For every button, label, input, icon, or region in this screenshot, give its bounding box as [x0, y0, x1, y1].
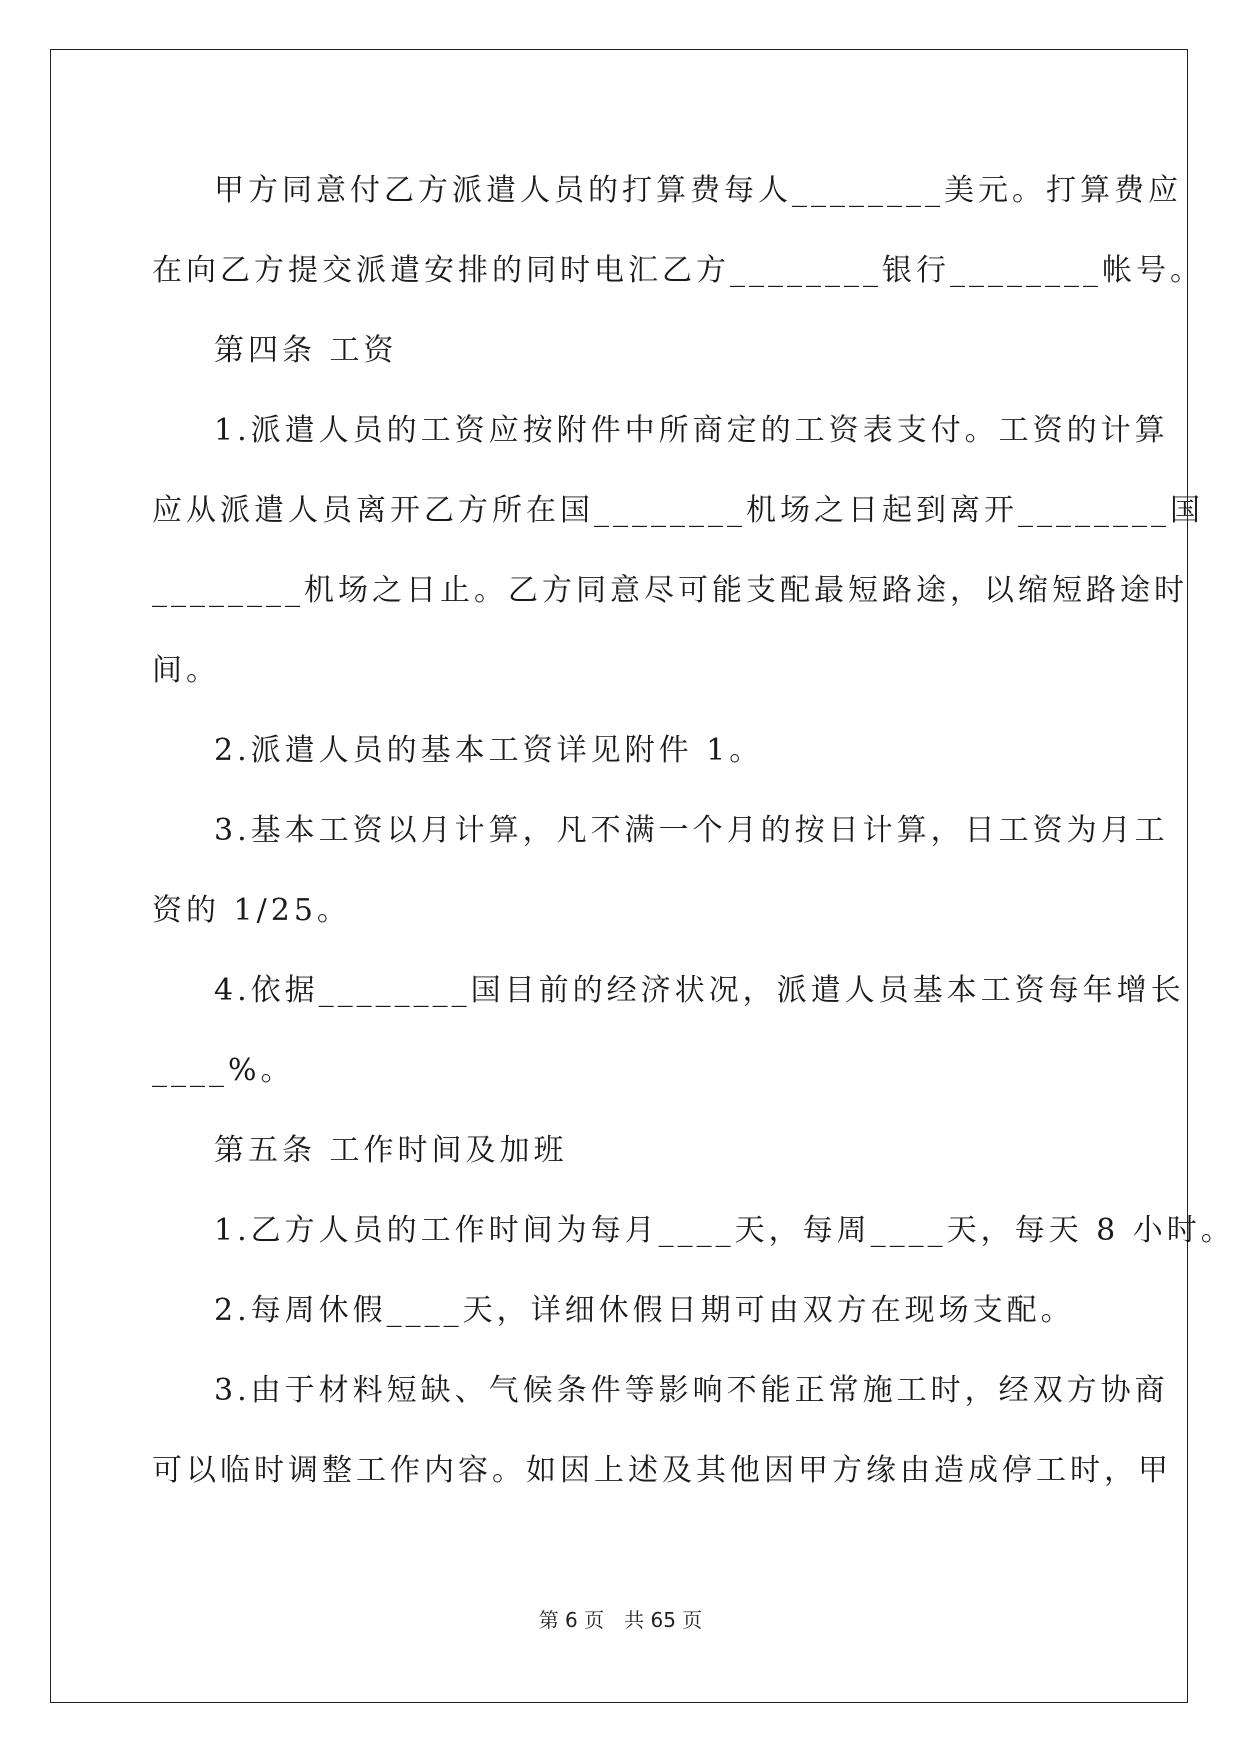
text-line: 3.基本工资以月计算，凡不满一个月的按日计算，日工资为月工: [214, 813, 1169, 848]
text-line: 1.乙方人员的工作时间为每月____天，每周____天，每天 8 小时。: [214, 1213, 1235, 1248]
text-line: ____%。: [152, 1053, 295, 1088]
text-line: 应从派遣人员离开乙方所在国________机场之日起到离开________国: [152, 493, 1204, 528]
document-body: [152, 158, 1235, 1518]
text-line: 4.依据________国目前的经济状况，派遣人员基本工资每年增长: [214, 973, 1185, 1008]
text-line: 3.由于材料短缺、气候条件等影响不能正常施工时，经双方协商: [214, 1373, 1169, 1408]
text-line: ________机场之日止。乙方同意尽可能支配最短路途，以缩短路途时: [152, 573, 1188, 608]
section-heading: 第五条 工作时间及加班: [214, 1133, 568, 1168]
section-heading: 第四条 工资: [214, 333, 398, 368]
text-line: 可以临时调整工作内容。如因上述及其他因甲方缘由造成停工时，甲: [152, 1453, 1172, 1488]
text-line: 在向乙方提交派遣安排的同时电汇乙方________银行________帐号。: [152, 253, 1204, 288]
text-line: 2.每周休假____天，详细休假日期可由双方在现场支配。: [214, 1293, 1075, 1328]
text-line: 甲方同意付乙方派遣人员的打算费每人________美元。打算费应: [214, 173, 1182, 208]
page-footer: [0, 1604, 1241, 1633]
text-line: 1.派遣人员的工资应按附件中所商定的工资表支付。工资的计算: [214, 413, 1169, 448]
text-line: 间。: [152, 653, 220, 688]
page-number: 第 6 页 共 65 页: [538, 1608, 703, 1632]
text-line: 资的 1/25。: [152, 893, 351, 928]
text-line: 2.派遣人员的基本工资详见附件 1。: [214, 733, 764, 768]
